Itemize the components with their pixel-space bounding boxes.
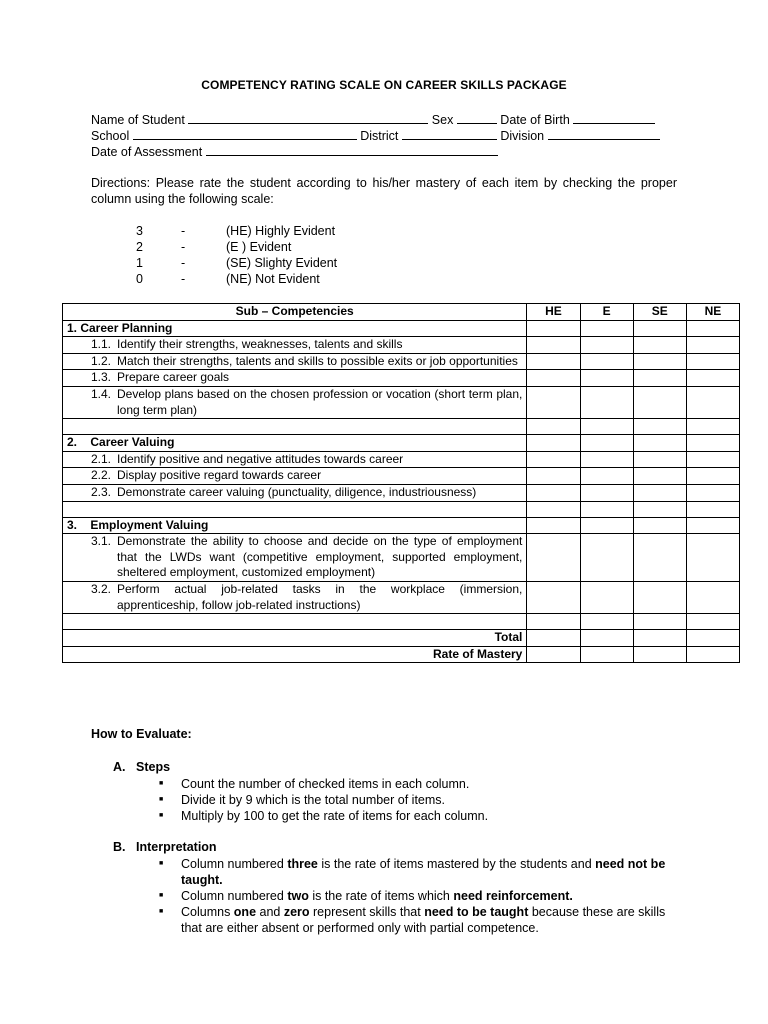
bullet-icon: ■ [159, 892, 164, 899]
rating-cell[interactable] [633, 353, 686, 370]
text-fragment: Column numbered [181, 889, 288, 903]
item-text: Demonstrate career valuing (punctuality, diligence, industriousness) [117, 484, 477, 499]
empty-row [63, 501, 740, 517]
interpretation-item [181, 904, 678, 936]
rating-cell[interactable] [633, 581, 686, 613]
text-fragment: is the rate of items mastered by the students and [317, 857, 596, 871]
empty-row [63, 419, 740, 435]
rating-cell[interactable] [686, 370, 739, 387]
scale-number: 0 [136, 272, 143, 286]
rating-cell[interactable] [527, 468, 580, 485]
rating-cell[interactable] [580, 484, 633, 501]
bullet-icon: ■ [159, 780, 164, 787]
district-field[interactable] [402, 128, 497, 140]
steps-letter: A. [113, 760, 126, 774]
scale-label: (HE) Highly Evident [226, 224, 336, 238]
rating-cell[interactable] [686, 451, 739, 468]
rating-cell[interactable] [686, 468, 739, 485]
step-item: Count the number of checked items in each column. [181, 777, 470, 791]
rating-cell[interactable] [580, 581, 633, 613]
text-fragment: is the rate of items which [308, 889, 454, 903]
header-he: HE [527, 304, 580, 321]
table-row [63, 581, 740, 613]
item-number: 2.2. [91, 468, 112, 483]
competency-cell [63, 337, 527, 354]
step-item: Divide it by 9 which is the total number of items. [181, 793, 446, 807]
header-se: SE [633, 304, 686, 321]
rating-cell[interactable] [527, 419, 580, 435]
section-career-planning: 1. Career Planning [63, 320, 527, 337]
section-label: Career Valuing [90, 435, 175, 450]
student-info-line [91, 112, 655, 127]
table-row [63, 484, 740, 501]
rating-cell[interactable] [527, 501, 580, 517]
rating-cell[interactable] [686, 501, 739, 517]
bold-fragment: need not be taught. [181, 857, 666, 887]
section-row [63, 435, 740, 452]
competency-cell [63, 370, 527, 387]
rating-cell[interactable] [686, 534, 739, 582]
rating-cell[interactable] [633, 484, 686, 501]
rating-cell[interactable] [633, 435, 686, 452]
empty-cell [63, 614, 527, 630]
rating-cell[interactable] [580, 517, 633, 534]
item-number: 2.1. [91, 451, 112, 466]
bold-fragment: two [287, 889, 309, 903]
rating-cell[interactable] [633, 419, 686, 435]
rating-cell[interactable] [527, 451, 580, 468]
rate-cell[interactable] [580, 646, 633, 663]
directions-text: Directions: Please rate the student according to his/her mastery of each item by checking the proper column using the following scale: [91, 176, 677, 206]
rating-cell[interactable] [527, 320, 580, 337]
assessment-field[interactable] [206, 144, 498, 156]
section-employment-valuing [63, 517, 527, 534]
section-label: Employment Valuing [90, 517, 209, 532]
competency-cell [63, 353, 527, 370]
rating-cell[interactable] [686, 614, 739, 630]
competency-cell [63, 534, 527, 582]
scale-dash: - [181, 272, 186, 286]
bold-fragment: need to be taught [424, 905, 529, 919]
competency-table [62, 303, 740, 663]
item-number: 1.1. [91, 337, 112, 352]
item-text: Identify positive and negative attitudes towards career [117, 451, 404, 466]
rating-cell[interactable] [580, 534, 633, 582]
header-ne: NE [686, 304, 739, 321]
scale-dash: - [181, 240, 186, 254]
rating-cell[interactable] [633, 517, 686, 534]
rating-cell[interactable] [580, 501, 633, 517]
item-text: Match their strengths, talents and skills to possible exits or job opportunities [117, 353, 518, 368]
rate-label: Rate of Mastery [63, 646, 527, 663]
rating-cell[interactable] [686, 517, 739, 534]
division-field[interactable] [548, 128, 660, 140]
item-text: Develop plans based on the chosen profession or vocation (short term plan, long term plan) [117, 386, 523, 417]
rating-cell[interactable] [686, 353, 739, 370]
rating-cell[interactable] [580, 435, 633, 452]
rating-cell[interactable] [527, 353, 580, 370]
scale-number: 1 [136, 256, 143, 270]
competency-cell [63, 451, 527, 468]
rating-cell[interactable] [580, 320, 633, 337]
rate-cell[interactable] [633, 646, 686, 663]
item-number: 3.2. [91, 581, 112, 596]
rating-cell[interactable] [633, 501, 686, 517]
rating-cell[interactable] [580, 614, 633, 630]
bullet-icon: ■ [159, 796, 164, 803]
dob-field[interactable] [573, 112, 655, 124]
rating-cell[interactable] [527, 386, 580, 418]
assessment-line [91, 144, 498, 159]
section-row [63, 320, 740, 337]
rating-cell[interactable] [633, 320, 686, 337]
header-sub-competencies: Sub – Competencies [63, 304, 527, 321]
bullet-icon: ■ [159, 860, 164, 867]
interpretation-letter: B. [113, 840, 126, 854]
sex-label: Sex [431, 113, 454, 127]
rating-cell[interactable] [633, 534, 686, 582]
item-text: Demonstrate the ability to choose and decide on the type of employment that the LWDs want (competitive employment, supported employment, sheltered employment, customized employment) [117, 534, 523, 580]
table-row [63, 337, 740, 354]
rating-cell[interactable] [527, 370, 580, 387]
item-number: 1.3. [91, 370, 112, 385]
item-number: 3.1. [91, 534, 112, 549]
item-text: Display positive regard towards career [117, 468, 322, 483]
rating-cell[interactable] [527, 517, 580, 534]
item-text: Identify their strengths, weaknesses, talents and skills [117, 337, 403, 352]
scale-dash: - [181, 224, 186, 238]
rate-row [63, 646, 740, 663]
interpretation-item [181, 856, 678, 888]
total-label: Total [63, 630, 527, 647]
text-fragment: represent skills that [309, 905, 425, 919]
text-fragment: because these are skills that are either absent or performed only with partial competence. [181, 905, 666, 935]
rating-cell[interactable] [527, 581, 580, 613]
rating-cell[interactable] [686, 320, 739, 337]
total-cell[interactable] [633, 630, 686, 647]
scale-label: (E ) Evident [226, 240, 292, 254]
section-number: 2. [67, 435, 78, 450]
rating-cell[interactable] [633, 451, 686, 468]
school-label: School [91, 129, 130, 143]
page-title: COMPETENCY RATING SCALE ON CAREER SKILLS PACKAGE [201, 78, 567, 92]
sex-field[interactable] [457, 112, 497, 124]
name-field[interactable] [188, 112, 428, 124]
table-row [63, 386, 740, 418]
empty-cell [63, 419, 527, 435]
table-row [63, 534, 740, 582]
table-header-row [63, 304, 740, 321]
competency-cell [63, 386, 527, 418]
rating-cell[interactable] [580, 353, 633, 370]
competency-cell [63, 468, 527, 485]
bold-fragment: one [233, 905, 257, 919]
total-row [63, 630, 740, 647]
bold-fragment: three [287, 857, 318, 871]
school-info-line [91, 128, 660, 143]
rating-cell[interactable] [527, 435, 580, 452]
step-item: Multiply by 100 to get the rate of items for each column. [181, 809, 489, 823]
rating-cell[interactable] [686, 386, 739, 418]
rating-cell[interactable] [686, 419, 739, 435]
total-cell[interactable] [527, 630, 580, 647]
bold-fragment: need reinforcement. [453, 889, 573, 903]
evaluate-heading: How to Evaluate: [91, 727, 192, 741]
bullet-icon: ■ [159, 908, 164, 915]
item-number: 1.4. [91, 386, 112, 401]
total-cell[interactable] [580, 630, 633, 647]
scale-number: 2 [136, 240, 143, 254]
rating-cell[interactable] [580, 419, 633, 435]
bullet-icon: ■ [159, 812, 164, 819]
item-text: Prepare career goals [117, 370, 230, 385]
rating-cell[interactable] [633, 614, 686, 630]
empty-row [63, 614, 740, 630]
district-label: District [360, 129, 399, 143]
item-number: 1.2. [91, 353, 112, 368]
rating-cell[interactable] [686, 581, 739, 613]
rating-cell[interactable] [580, 370, 633, 387]
competency-cell [63, 484, 527, 501]
table-row [63, 370, 740, 387]
rate-cell[interactable] [686, 646, 739, 663]
rating-cell[interactable] [633, 468, 686, 485]
table-row [63, 468, 740, 485]
interpretation-heading: Interpretation [136, 840, 217, 854]
section-row [63, 517, 740, 534]
school-field[interactable] [133, 128, 357, 140]
rating-cell[interactable] [580, 468, 633, 485]
dob-label: Date of Birth [500, 113, 570, 127]
rating-cell[interactable] [633, 370, 686, 387]
table-row [63, 353, 740, 370]
rating-cell[interactable] [527, 614, 580, 630]
rate-cell[interactable] [527, 646, 580, 663]
total-cell[interactable] [686, 630, 739, 647]
text-fragment: and [256, 905, 284, 919]
rating-cell[interactable] [633, 386, 686, 418]
empty-cell [63, 501, 527, 517]
scale-dash: - [181, 256, 186, 270]
text-fragment: Column numbered [181, 857, 288, 871]
header-e: E [580, 304, 633, 321]
section-number: 3. [67, 517, 78, 532]
rating-cell[interactable] [580, 386, 633, 418]
rating-cell[interactable] [580, 337, 633, 354]
section-career-valuing [63, 435, 527, 452]
assessment-label: Date of Assessment [91, 145, 203, 159]
bold-fragment: zero [283, 905, 310, 919]
scale-number: 3 [136, 224, 143, 238]
text-fragment: Columns [181, 905, 234, 919]
name-label: Name of Student [91, 113, 185, 127]
rating-cell[interactable] [527, 337, 580, 354]
competency-cell [63, 581, 527, 613]
scale-label: (SE) Slighty Evident [226, 256, 338, 270]
steps-heading: Steps [136, 760, 171, 774]
rating-cell[interactable] [686, 484, 739, 501]
item-text: Perform actual job-related tasks in the workplace (immersion, apprenticeship, follow job-related instructions) [117, 581, 523, 612]
table-row [63, 451, 740, 468]
rating-cell[interactable] [686, 337, 739, 354]
rating-cell[interactable] [527, 484, 580, 501]
interpretation-item [181, 888, 678, 904]
division-label: Division [500, 129, 545, 143]
rating-cell[interactable] [580, 451, 633, 468]
rating-cell[interactable] [633, 337, 686, 354]
rating-cell[interactable] [527, 534, 580, 582]
rating-cell[interactable] [686, 435, 739, 452]
item-number: 2.3. [91, 484, 112, 499]
scale-label: (NE) Not Evident [226, 272, 320, 286]
